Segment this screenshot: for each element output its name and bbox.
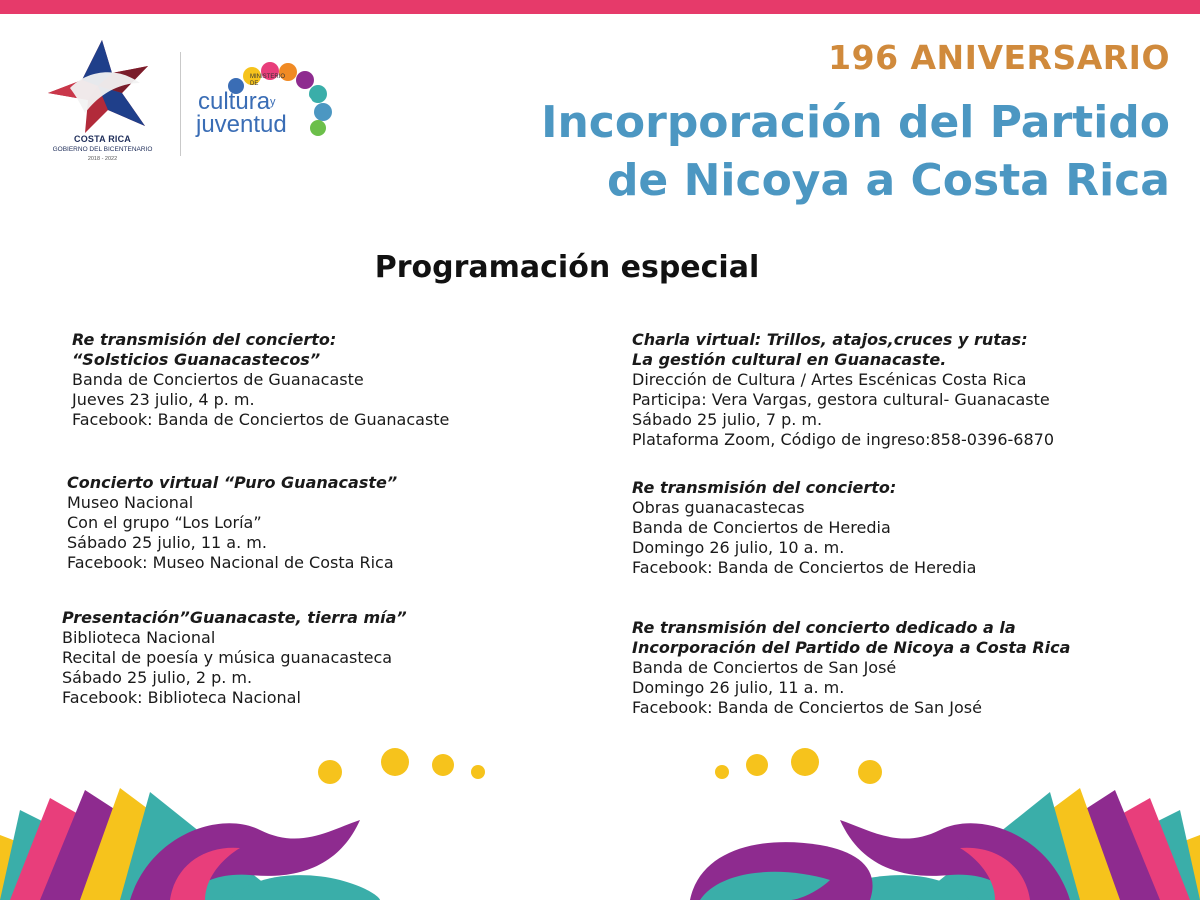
ministerio-cultura-logo (190, 62, 340, 152)
event-item-3 (62, 608, 407, 708)
event-line: Facebook: Banda de Conciertos de Guanacaste (72, 410, 450, 429)
event-item-6 (632, 618, 1070, 718)
logo-cultura-text: cultura$^y$ (198, 88, 276, 115)
event-line: Biblioteca Nacional (62, 628, 216, 647)
event-heading: Concierto virtual “Puro Guanacaste” (67, 473, 398, 492)
event-line: Sábado 25 julio, 2 p. m. (62, 668, 253, 687)
event-item-4 (632, 330, 1054, 450)
event-line: Obras guanacastecas (632, 498, 805, 517)
event-line: Museo Nacional (67, 493, 194, 512)
logo-years: 2018 - 2022 (87, 156, 118, 162)
event-line: Facebook: Biblioteca Nacional (62, 688, 301, 707)
event-line: Facebook: Banda de Conciertos de Heredia (632, 558, 977, 577)
logo-ministerio-text: MINISTERIO DE (250, 74, 286, 87)
title-line-2: de Nicoya a Costa Rica (606, 155, 1170, 206)
event-line: Facebook: Banda de Conciertos de San José (632, 698, 982, 717)
decorative-wave-artwork (0, 740, 1200, 900)
event-line: Participa: Vera Vargas, gestora cultural- Guanacaste (632, 390, 1050, 409)
left-yellow-dots-icon (318, 748, 485, 784)
event-heading: Charla virtual: Trillos, atajos,cruces y rutas: (632, 330, 1028, 349)
event-heading: La gestión cultural en Guanacaste. (632, 350, 947, 369)
event-item-2 (67, 473, 397, 573)
event-line: Dirección de Cultura / Artes Escénicas Costa Rica (632, 370, 1027, 389)
costa-rica-logo (40, 38, 165, 188)
event-line: Con el grupo “Los Loría” (67, 513, 262, 532)
event-line: Recital de poesía y música guanacasteca (62, 648, 393, 667)
anniversary-heading: 196 ANIVERSARIO (828, 38, 1170, 77)
title-line-1: Incorporación del Partido (541, 97, 1170, 148)
event-heading: Presentación”Guanacaste, tierra mía” (62, 608, 407, 627)
page-title (541, 94, 1170, 210)
event-heading: Incorporación del Partido de Nicoya a Costa Rica (632, 638, 1071, 657)
event-heading: Re transmisión del concierto dedicado a la (632, 618, 1016, 637)
right-yellow-dots-icon (715, 748, 882, 784)
event-item-5 (632, 478, 976, 578)
logo-government-name: GOBIERNO DEL BICENTENARIO (52, 146, 153, 153)
event-line: Banda de Conciertos de Guanacaste (72, 370, 364, 389)
event-line: Jueves 23 julio, 4 p. m. (72, 390, 255, 409)
logo-country-name: COSTA RICA (74, 134, 131, 144)
logo-juventud-text: juventud (196, 111, 287, 138)
event-line: Domingo 26 julio, 10 a. m. (632, 538, 845, 557)
logo-divider (180, 52, 181, 156)
event-heading: Re transmisión del concierto: (72, 330, 337, 349)
event-line: Banda de Conciertos de San José (632, 658, 897, 677)
top-color-bar (0, 0, 1200, 14)
section-subtitle: Programación especial (374, 250, 760, 285)
event-line: Sábado 25 julio, 7 p. m. (632, 410, 823, 429)
event-line: Facebook: Museo Nacional de Costa Rica (67, 553, 394, 572)
event-line: Plataforma Zoom, Código de ingreso:858-0396-6870 (632, 430, 1054, 449)
event-line: Banda de Conciertos de Heredia (632, 518, 891, 537)
event-heading: “Solsticios Guanacastecos” (72, 350, 321, 369)
event-line: Sábado 25 julio, 11 a. m. (67, 533, 267, 552)
event-heading: Re transmisión del concierto: (632, 478, 897, 497)
event-item-1 (72, 330, 449, 430)
event-line: Domingo 26 julio, 11 a. m. (632, 678, 845, 697)
star-emblem-icon (40, 38, 165, 133)
